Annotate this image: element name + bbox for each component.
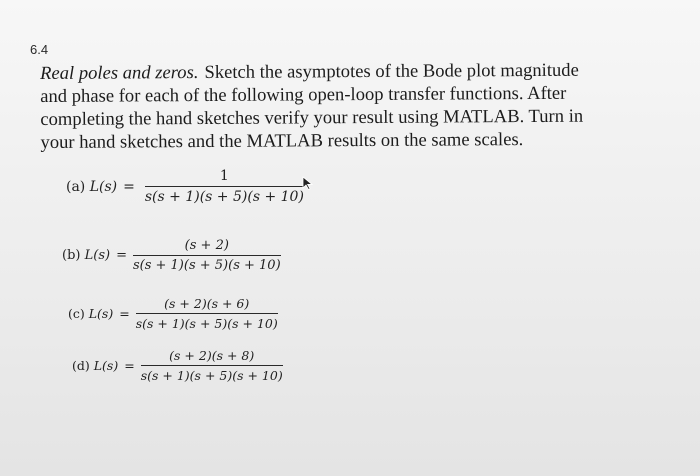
equation-a-equals: =: [123, 178, 135, 195]
problem-text-4: your hand sketches and the MATLAB results on the same scales.: [40, 129, 524, 153]
equation-a-numerator: 1: [219, 168, 229, 184]
fraction-bar: [133, 255, 281, 256]
equation-b-fraction: [133, 238, 281, 273]
fraction-bar: [145, 186, 304, 187]
equation-c: [68, 296, 278, 331]
equation-b-function: L(s): [84, 248, 111, 263]
equation-c-label: [68, 306, 113, 321]
problem-statement-line-1: [40, 58, 665, 85]
equation-d-label: [72, 358, 118, 373]
equation-a-denominator: s(s + 1)(s + 5)(s + 10): [144, 189, 304, 205]
problem-text-2: and phase for each of the following open-loop transfer functions. After: [40, 82, 567, 107]
equation-d-denominator: s(s + 1)(s + 5)(s + 10): [140, 368, 283, 383]
equation-b-numerator: (s + 2): [184, 238, 229, 253]
equation-c-denominator: s(s + 1)(s + 5)(s + 10): [135, 316, 278, 331]
equation-c-equals: =: [119, 306, 130, 321]
problem-text-1: Sketch the asymptotes of the Bode plot magnitude: [204, 59, 579, 83]
equation-a-letter: (a): [66, 178, 86, 195]
equation-a-label: [66, 179, 117, 195]
fraction-bar: [141, 365, 283, 366]
equation-c-numerator: (s + 2)(s + 6): [164, 296, 250, 311]
equation-c-function: L(s): [88, 306, 114, 321]
problem-text-3: completing the hand sketches verify your result using MATLAB. Turn in: [40, 105, 584, 130]
problem-statement: [40, 58, 666, 154]
equation-d-letter: (d): [72, 358, 90, 373]
equation-d-function: L(s): [93, 358, 119, 373]
equation-b-letter: (b): [62, 248, 81, 263]
fraction-bar: [136, 313, 278, 314]
equation-b-label: [62, 248, 110, 263]
equation-b-equals: =: [116, 248, 127, 263]
equation-c-fraction: [136, 296, 278, 331]
equation-b-denominator: s(s + 1)(s + 5)(s + 10): [132, 258, 281, 273]
equation-d-fraction: [141, 348, 283, 383]
equation-b: [62, 238, 281, 273]
equation-d-equals: =: [124, 358, 135, 373]
problem-heading: Real poles and zeros.: [40, 62, 199, 84]
equation-a: [66, 168, 304, 205]
problem-number: 6.4: [30, 42, 49, 57]
equation-a-function: L(s): [89, 178, 118, 195]
equation-d-numerator: (s + 2)(s + 8): [169, 348, 255, 363]
equation-c-letter: (c): [68, 306, 85, 321]
mouse-pointer-icon: [302, 176, 314, 190]
equation-a-fraction: [145, 168, 304, 205]
equation-d: [72, 348, 283, 383]
